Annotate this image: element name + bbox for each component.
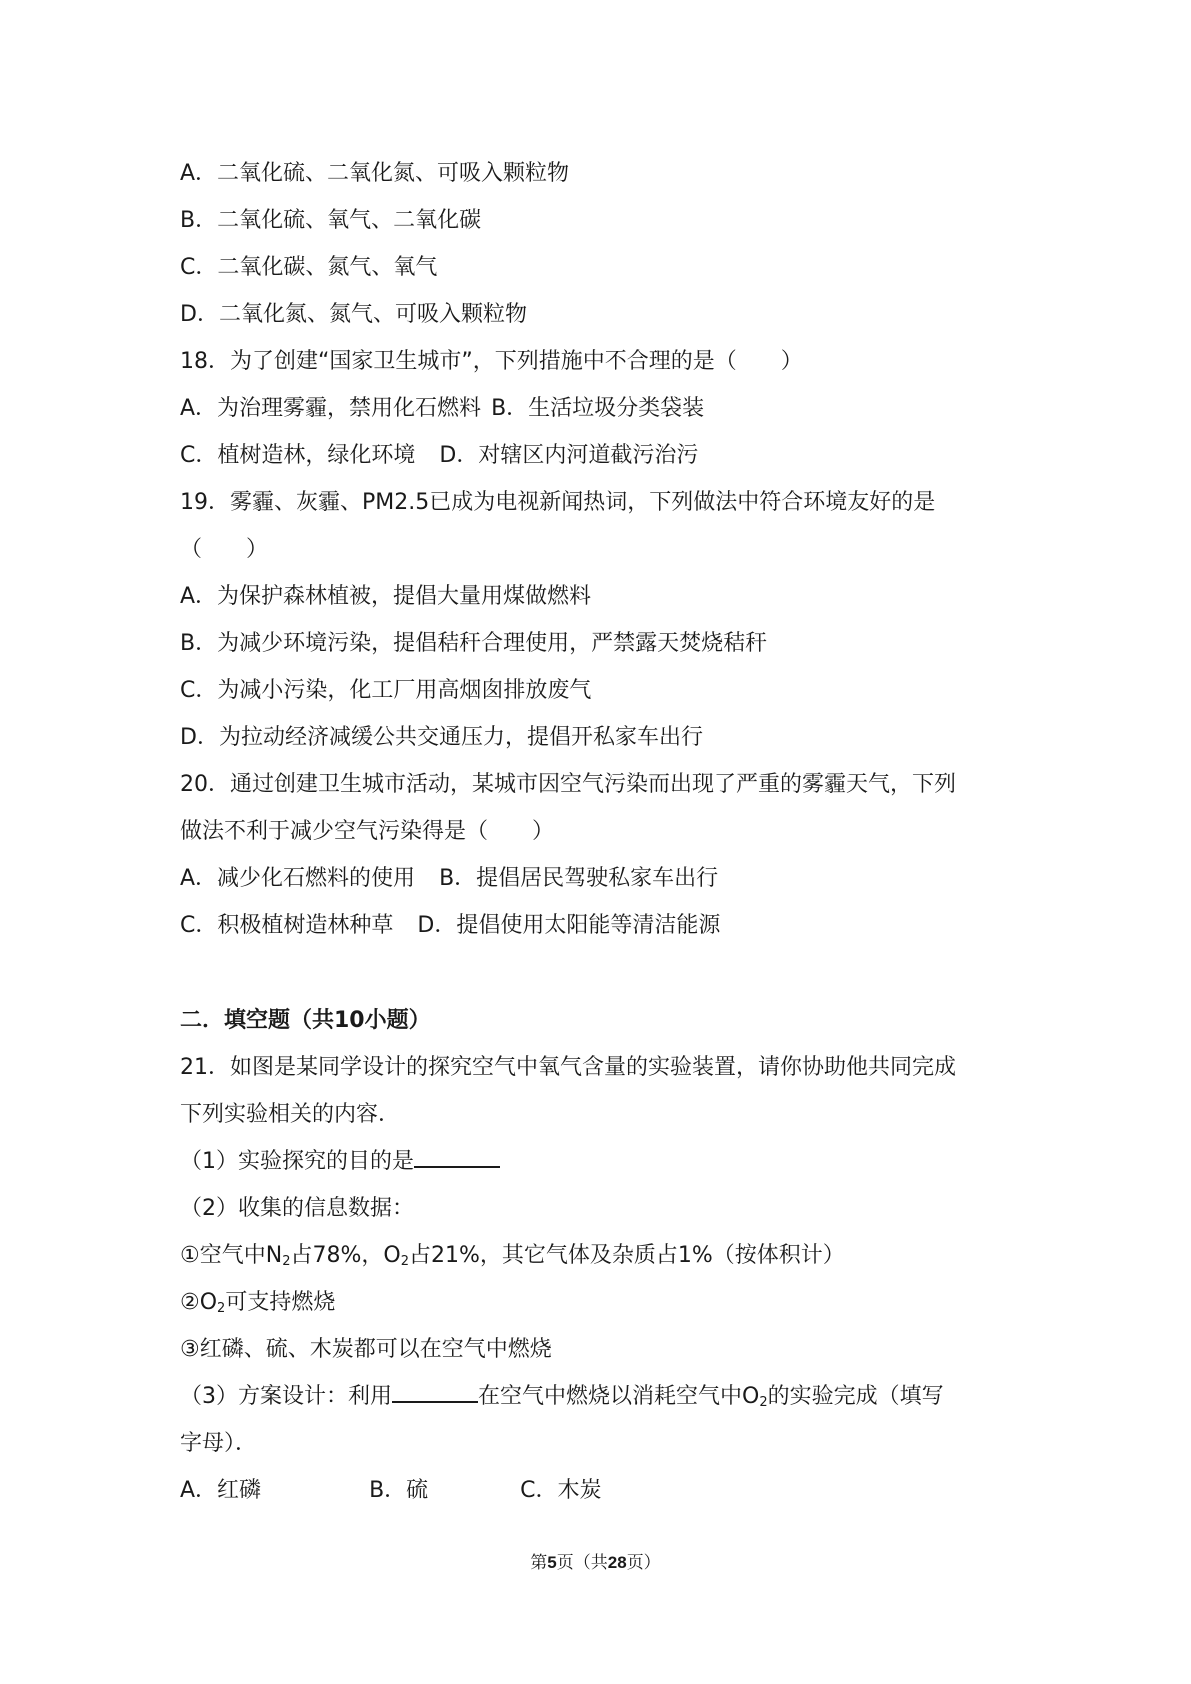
info1-text-c: 占21%，其它气体及杂质占1%（按体积计） xyxy=(408,1243,845,1268)
info2-text-a: ②O xyxy=(180,1290,218,1315)
q21-part2: （2）收集的信息数据： xyxy=(180,1196,414,1221)
q21-part3-line2: 字母）． xyxy=(180,1431,258,1456)
q21-option-b: B．硫 xyxy=(369,1478,429,1503)
q18-options-row2 xyxy=(180,432,1030,479)
q21-info1 xyxy=(180,1232,1030,1279)
q21-option-a: A．红磷 xyxy=(180,1478,262,1503)
footer-suffix: 页） xyxy=(626,1553,661,1573)
section-title: 二．填空题（共10小题） xyxy=(180,1008,431,1033)
answer-blank-2 xyxy=(392,1377,478,1403)
q19-option-d: D．为拉动经济减缓公共交通压力，提倡开私家车出行 xyxy=(180,725,703,750)
footer-page-number: 5 xyxy=(547,1553,557,1572)
part3-text-c: 的实验完成（填写 xyxy=(767,1384,944,1409)
q20-options-row1 xyxy=(180,855,1030,902)
q21-info3: ③红磷、硫、木炭都可以在空气中燃烧 xyxy=(180,1337,552,1362)
q20-option-b: B．提倡居民驾驶私家车出行 xyxy=(439,866,719,891)
info2-sub-o2: 2 xyxy=(217,1301,226,1316)
q20-options-row2 xyxy=(180,902,1030,949)
part3-sub-o2: 2 xyxy=(759,1395,768,1410)
q21-stem-line1: 21．如图是某同学设计的探究空气中氧气含量的实验装置，请你协助他共同完成 xyxy=(180,1055,956,1080)
q20-stem-line1: 20．通过创建卫生城市活动，某城市因空气污染而出现了严重的雾霾天气，下列 xyxy=(180,772,956,797)
q19-option-b: B．为减少环境污染，提倡秸秆合理使用，严禁露天焚烧秸秆 xyxy=(180,631,768,656)
q21-part3 xyxy=(180,1373,1030,1420)
info1-sub-o2: 2 xyxy=(400,1254,409,1269)
q21-part1 xyxy=(180,1138,1030,1185)
section-spacer xyxy=(180,949,1030,997)
q21-options xyxy=(180,1467,1030,1514)
q19-stem-line2: （ ） xyxy=(180,537,269,562)
q19-option-c: C．为减小污染，化工厂用高烟囱排放废气 xyxy=(180,678,592,703)
part3-text-b: 在空气中燃烧以消耗空气中O xyxy=(478,1384,760,1409)
q17-option-c: C．二氧化碳、氮气、氧气 xyxy=(180,255,438,280)
footer-middle: 页（共 xyxy=(556,1553,608,1573)
q18-option-a: A．为治理雾霾，禁用化石燃料 xyxy=(180,396,482,421)
part3-text-a: （3）方案设计：利用 xyxy=(180,1384,392,1409)
q17-option-d: D．二氧化氮、氮气、可吸入颗粒物 xyxy=(180,302,527,327)
q18-stem: 18．为了创建“国家卫生城市”，下列措施中不合理的是（ ） xyxy=(180,349,803,374)
q21-stem-line2: 下列实验相关的内容． xyxy=(180,1102,401,1127)
q21-option-c: C．木炭 xyxy=(520,1478,602,1503)
footer-total-pages: 28 xyxy=(607,1553,627,1572)
q21-info2 xyxy=(180,1279,1030,1326)
footer-prefix: 第 xyxy=(530,1553,548,1573)
info2-text-b: 可支持燃烧 xyxy=(225,1290,336,1315)
q20-option-d: D．提倡使用太阳能等清洁能源 xyxy=(417,913,721,938)
q19-stem-line1: 19．雾霾、灰霾、PM2.5已成为电视新闻热词，下列做法中符合环境友好的是 xyxy=(180,490,936,515)
q20-option-c: C．积极植树造林种草 xyxy=(180,913,394,938)
q19-option-a: A．为保护森林植被，提倡大量用煤做燃料 xyxy=(180,584,592,609)
q18-option-b: B．生活垃圾分类袋装 xyxy=(491,396,705,421)
info1-text-a: ①空气中N xyxy=(180,1243,283,1268)
exam-page xyxy=(180,150,1030,1514)
info1-sub-n2: 2 xyxy=(282,1254,291,1269)
info1-text-b: 占78%，O xyxy=(290,1243,401,1268)
q17-option-b: B．二氧化硫、氧气、二氧化碳 xyxy=(180,208,482,233)
q21-part1-text: （1）实验探究的目的是 xyxy=(180,1149,414,1174)
page-footer xyxy=(0,1548,1191,1573)
q20-option-a: A．减少化石燃料的使用 xyxy=(180,866,416,891)
q20-stem-line2: 做法不利于减少空气污染得是（ ） xyxy=(180,819,555,844)
q18-options-row1 xyxy=(180,385,1030,432)
q17-option-a: A．二氧化硫、二氧化氮、可吸入颗粒物 xyxy=(180,161,570,186)
q18-option-d: D．对辖区内河道截污治污 xyxy=(439,443,699,468)
answer-blank-1 xyxy=(414,1142,500,1168)
q18-option-c: C．植树造林，绿化环境 xyxy=(180,443,416,468)
